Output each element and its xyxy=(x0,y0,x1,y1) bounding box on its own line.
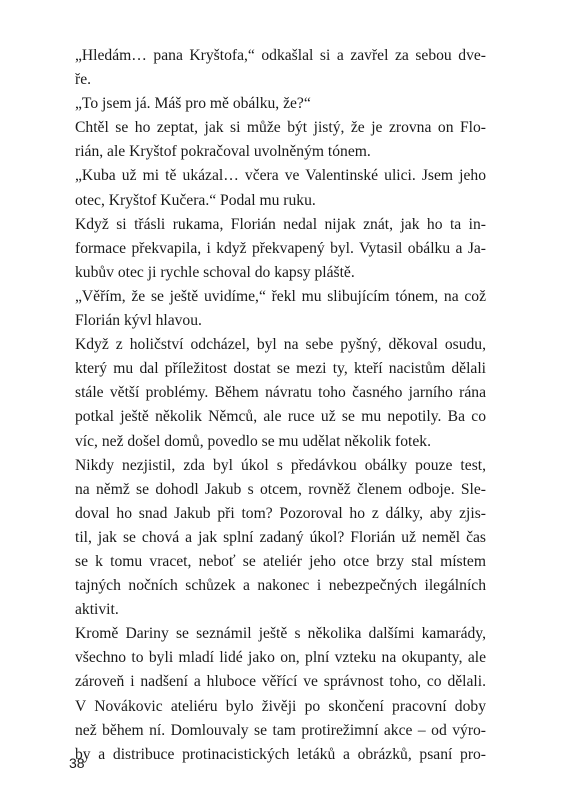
text-line: „Věřím, že se ještě uvidíme,“ řekl mu slibujícím tónem, na což xyxy=(75,287,486,305)
text-line: aktivit. xyxy=(75,601,119,619)
page-number: 38 xyxy=(69,755,85,771)
text-line: doval ho snad Jakub při tom? Pozoroval ho z dálky, aby zjis- xyxy=(75,504,486,522)
text-line: Kromě Dariny se seznámil ještě s několika dalšími kamarády, xyxy=(75,625,486,643)
text-line: než během ní. Domlouvaly se tam protirežimní akce – od výro- xyxy=(75,721,486,739)
text-line: stále větší problémy. Během návratu toho časného jarního rána xyxy=(75,384,486,402)
text-line: potkal ještě několik Němců, ale ruce už se mu nepotily. Ba co xyxy=(75,408,486,426)
text-line: „To jsem já. Máš pro mě obálku, že?“ xyxy=(75,95,311,113)
text-line: kubův otec ji rychle schoval do kapsy pláště. xyxy=(75,263,355,281)
body-text xyxy=(75,44,486,767)
text-line: Když z holičství odcházel, byl na sebe pyšný, děkoval osudu, xyxy=(75,336,486,354)
text-line: til, jak se chová a jak splní zadaný úkol? Florián už neměl čas xyxy=(75,528,486,546)
text-line: by a distribuce protinacistických letáků a obrázků, psaní pro- xyxy=(75,745,486,763)
text-line: Nikdy nezjistil, zda byl úkol s předávkou obálky pouze test, xyxy=(75,456,486,474)
text-line: víc, než došel domů, povedlo se mu udělat několik fotek. xyxy=(75,432,431,450)
text-line: se k tomu vracet, neboť se ateliér jeho otce brzy stal místem xyxy=(75,552,486,570)
text-line: V Novákovic ateliéru bylo živěji po skončení pracovní doby xyxy=(75,697,486,715)
text-line: „Hledám… pana Kryštofa,“ odkašlal si a zavřel za sebou dve- xyxy=(75,47,486,64)
text-line: Chtěl se ho zeptat, jak si může být jistý, že je zrovna on Flo- xyxy=(75,119,486,137)
text-line: „Kuba už mi tě ukázal… včera ve Valentinské ulici. Jsem jeho xyxy=(75,167,486,185)
text-line: Florián kývl hlavou. xyxy=(75,312,202,330)
text-line: zároveň i nadšení a hluboce věřící ve správnost toho, co dělali. xyxy=(75,673,486,691)
text-line: formace překvapila, i když překvapený byl. Vytasil obálku a Ja- xyxy=(75,239,486,257)
text-line: na němž se dohodl Jakub s otcem, rovněž členem odboje. Sle- xyxy=(75,480,486,498)
text-line: Když si třásli rukama, Florián nedal nijak znát, jak ho ta in- xyxy=(75,215,486,233)
text-line: který mu dal příležitost dostat se mezi ty, kteří nacistům dělali xyxy=(75,360,486,378)
text-line: rián, ale Kryštof pokračoval uvolněným tónem. xyxy=(75,143,371,161)
text-line: všechno to byli mladí lidé jako on, plní vzteku na okupanty, ale xyxy=(75,649,486,667)
text-line: tajných nočních schůzek a nakonec i nebezpečných ilegálních xyxy=(75,577,486,595)
text-line: ře. xyxy=(75,71,92,89)
text-line: otec, Kryštof Kučera.“ Podal mu ruku. xyxy=(75,191,316,209)
